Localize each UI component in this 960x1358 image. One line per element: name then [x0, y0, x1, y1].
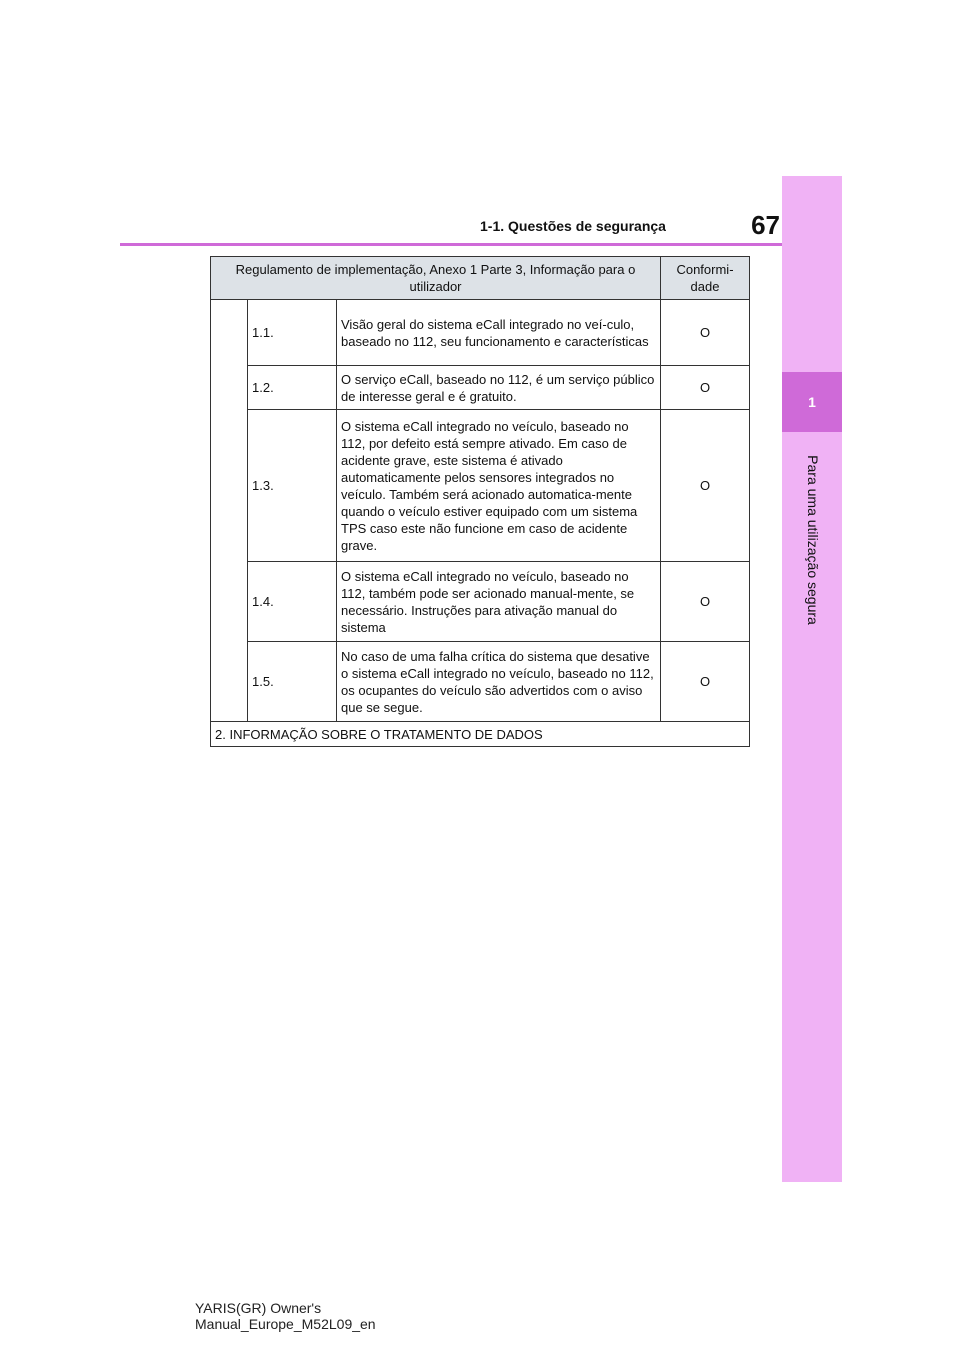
- row-number: 1.3.: [248, 410, 337, 562]
- table-row: [211, 642, 750, 722]
- table-row: [211, 562, 750, 642]
- row-number: 1.4.: [248, 562, 337, 642]
- table-row: [211, 410, 750, 562]
- page-number: 67: [751, 210, 780, 240]
- header-divider: [120, 243, 782, 246]
- table-row: [211, 366, 750, 410]
- row-number: 1.5.: [248, 642, 337, 722]
- row-conformity: O: [661, 562, 750, 642]
- manual-identifier: YARIS(GR) Owner's Manual_Europe_M52L09_en: [195, 1300, 376, 1332]
- chapter-side-tab: [782, 176, 842, 1182]
- row-description: O serviço eCall, baseado no 112, é um serviço público de interesse geral e é gratuito.: [337, 366, 661, 410]
- row-conformity: O: [661, 642, 750, 722]
- row-conformity: O: [661, 366, 750, 410]
- chapter-label: Para uma utilização segura: [805, 455, 821, 625]
- regulation-table: [210, 256, 750, 747]
- row-description: No caso de uma falha crítica do sistema que desative o sistema eCall integrado no veículo, baseado no 112, os ocupantes do veículo são advertidos com o aviso que se segue.: [337, 642, 661, 722]
- section-title: 1-1. Questões de segurança: [480, 218, 666, 234]
- blank-indent-cell: [211, 300, 248, 722]
- header-regulation: Regulamento de implementação, Anexo 1 Parte 3, Informação para o utilizador: [211, 257, 661, 300]
- table-header-row: [211, 257, 750, 300]
- table-footer-row: [211, 722, 750, 747]
- section-2-heading: 2. INFORMAÇÃO SOBRE O TRATAMENTO DE DADOS: [211, 722, 750, 747]
- table-row: [211, 300, 750, 366]
- row-number: 1.1.: [248, 300, 337, 366]
- chapter-number-badge: 1: [782, 372, 842, 432]
- row-number: 1.2.: [248, 366, 337, 410]
- row-description: O sistema eCall integrado no veículo, baseado no 112, também pode ser acionado manual-mente, se necessário. Instruções para ativação manual do sistema: [337, 562, 661, 642]
- row-description: Visão geral do sistema eCall integrado no veí-culo, baseado no 112, seu funcionamento e características: [337, 300, 661, 366]
- row-description: O sistema eCall integrado no veículo, baseado no 112, por defeito está sempre ativado. Em caso de acidente grave, este sistema é ativado automaticamente pelos sensores integrados no veículo. Também será acionado automatica-mente quando o veículo estiver equipado com um sistema TPS caso este não funcione em caso de acidente grave.: [337, 410, 661, 562]
- header-conformity: Conformi-dade: [661, 257, 750, 300]
- row-conformity: O: [661, 300, 750, 366]
- row-conformity: O: [661, 410, 750, 562]
